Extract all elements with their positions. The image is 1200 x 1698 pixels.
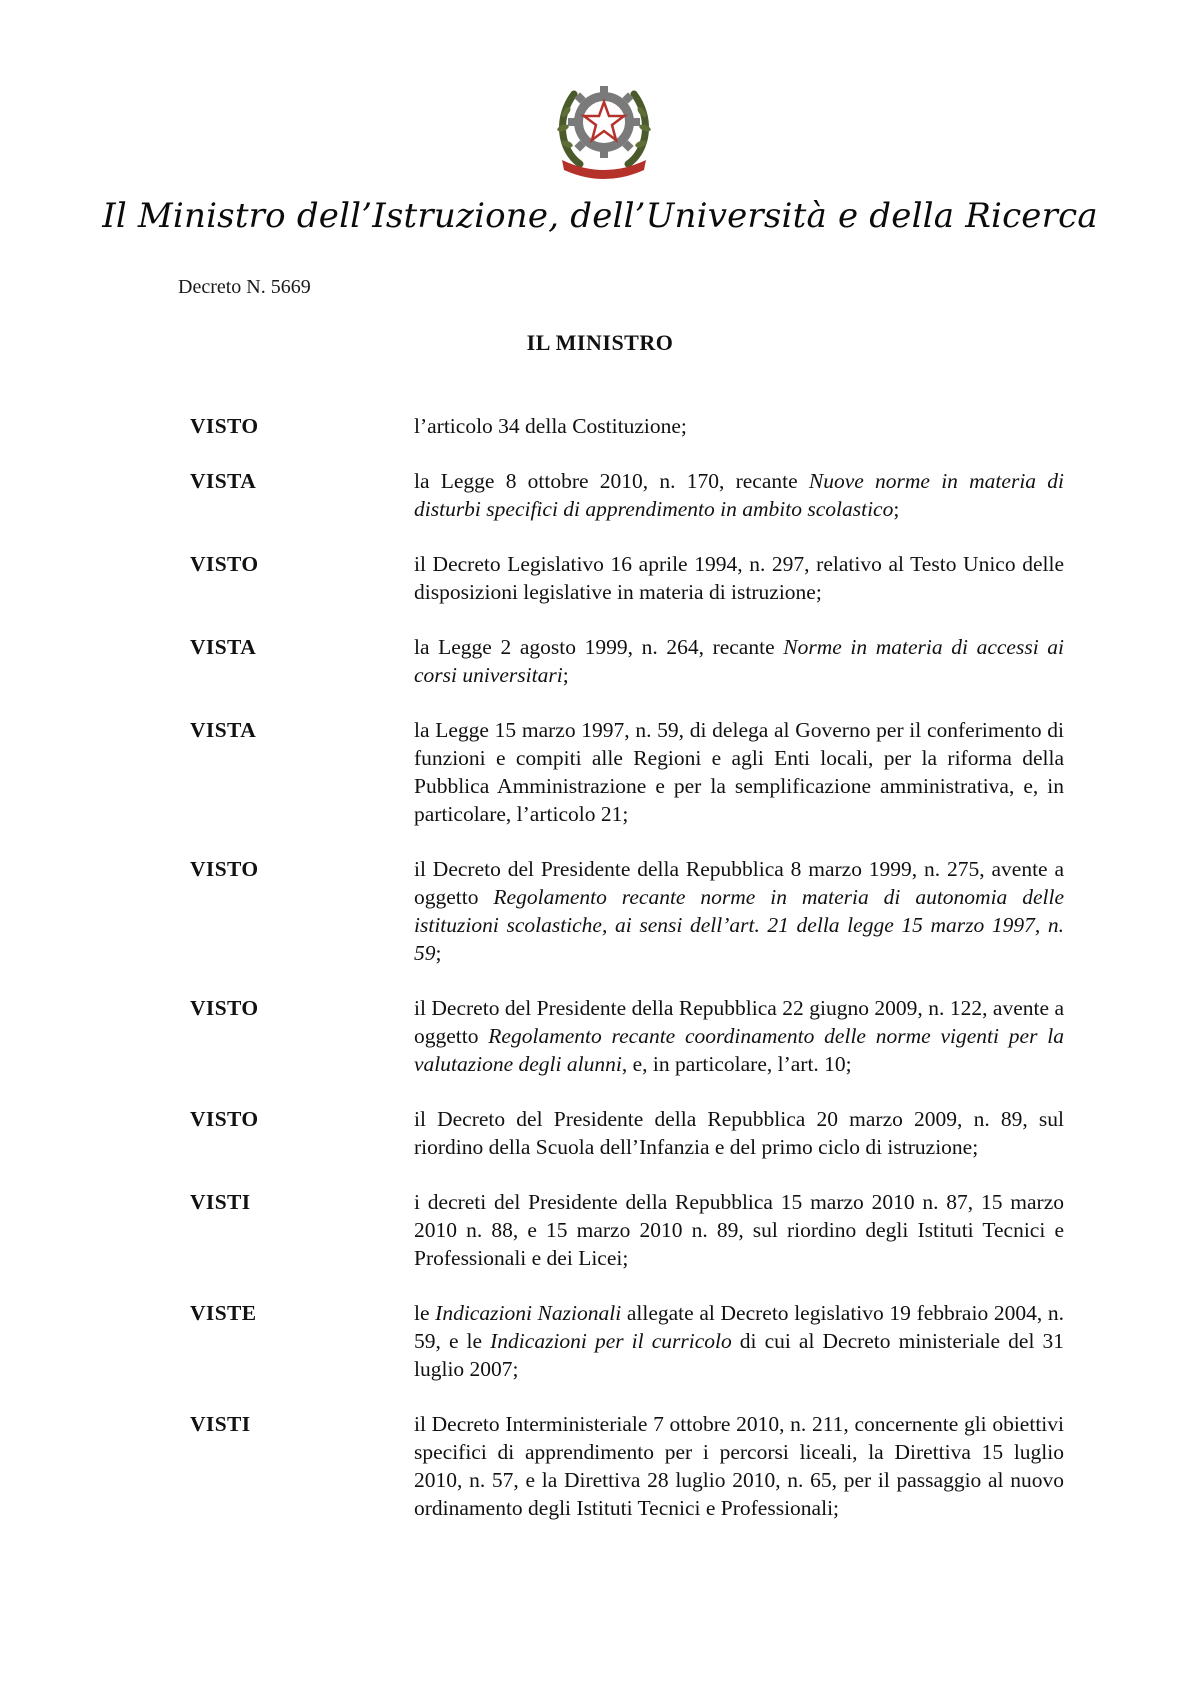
recital-row (190, 412, 1070, 440)
recital-row (190, 467, 1070, 523)
recital-text (414, 1188, 1064, 1272)
recital-text-part: il Decreto del Presidente della Repubblica 20 marzo 2009, n. 89, sul riordino della Scuola dell’Infanzia e del primo ciclo di istruzione; (414, 1107, 1064, 1159)
recital-row (190, 633, 1070, 689)
recital-text (414, 1105, 1064, 1161)
recital-row (190, 1105, 1070, 1161)
repubblica-italiana-emblem-icon (552, 72, 656, 184)
recital-text-part: la Legge 15 marzo 1997, n. 59, di delega al Governo per il conferimento di funzioni e compiti alle Regioni e agli Enti locali, per la riforma della Pubblica Amministrazione e per la semplificazione amministrativa, e, in particolare, l’articolo 21; (414, 718, 1064, 826)
recital-text-part: ; (435, 941, 442, 965)
recital-row (190, 550, 1070, 606)
recital-keyword: VISTI (190, 1190, 251, 1214)
recital-text-part: il Decreto del Presidente della Repubblica 22 giugno 2009, n. 122, avente a oggetto (414, 996, 1064, 1048)
recitals-list (190, 412, 1070, 1549)
recital-text-part: ; (893, 497, 900, 521)
recital-text (414, 412, 1064, 440)
recital-keyword: VISTA (190, 469, 257, 493)
recital-title-italic: Regolamento recante coordinamento delle norme vigenti per la valutazione degli alunni (414, 1024, 1064, 1076)
recital-title-italic: Indicazioni per il curricolo (490, 1329, 732, 1353)
recital-keyword: VISTO (190, 996, 259, 1020)
recital-title-italic: Nuove norme in materia di disturbi specifici di apprendimento in ambito scolastico (414, 469, 1064, 521)
recital-text (414, 716, 1064, 828)
recital-text-part: le (414, 1301, 436, 1325)
recital-text-part: di cui al Decreto ministeriale del 31 luglio 2007; (414, 1329, 1064, 1381)
recital-text-part: il Decreto Legislativo 16 aprile 1994, n. 297, relativo al Testo Unico delle disposizioni legislative in materia di istruzione; (414, 552, 1064, 604)
recital-title-italic: Regolamento recante norme in materia di autonomia delle istituzioni scolastiche, ai sensi dell’art. 21 della legge 15 marzo 1997, n. 59 (414, 885, 1064, 965)
recital-keyword: VISTO (190, 414, 259, 438)
recital-text (414, 633, 1064, 689)
recital-text-part: il Decreto Interministeriale 7 ottobre 2010, n. 211, concernente gli obiettivi specifici di apprendimento per i percorsi liceali, la Direttiva 15 luglio 2010, n. 57, e la Direttiva 28 luglio 2010, n. 65, per il passaggio al nuovo ordinamento degli Istituti Tecnici e Professionali; (414, 1412, 1064, 1520)
recital-keyword: VISTI (190, 1412, 251, 1436)
recital-text-part: allegate al Decreto legislativo 19 febbraio 2004, n. 59, e le (414, 1301, 1064, 1353)
recital-keyword: VISTO (190, 857, 259, 881)
recital-keyword: VISTO (190, 1107, 259, 1131)
recital-keyword: VISTE (190, 1301, 257, 1325)
recital-text (414, 1410, 1064, 1522)
recital-keyword: VISTA (190, 718, 257, 742)
ministry-title: Il Ministro dell’Istruzione, dell’Università e della Ricerca (102, 196, 1098, 236)
recital-text (414, 467, 1064, 523)
recital-row (190, 1188, 1070, 1272)
decree-number: Decreto N. 5669 (178, 276, 311, 298)
recital-text (414, 550, 1064, 606)
recital-text-part: la Legge 2 agosto 1999, n. 264, recante (414, 635, 784, 659)
recital-row (190, 1299, 1070, 1383)
recital-text (414, 1299, 1064, 1383)
recital-text (414, 855, 1064, 967)
recital-text-part: la Legge 8 ottobre 2010, n. 170, recante (414, 469, 809, 493)
recital-text-part: l’articolo 34 della Costituzione; (414, 414, 687, 438)
recital-keyword: VISTA (190, 635, 257, 659)
recital-text-part: i decreti del Presidente della Repubblica 15 marzo 2010 n. 87, 15 marzo 2010 n. 88, e 15 marzo 2010 n. 89, sul riordino degli Istituti Tecnici e Professionali e dei Licei; (414, 1190, 1064, 1270)
recital-text-part: ; (562, 663, 569, 687)
recital-title-italic: Indicazioni Nazionali (435, 1301, 622, 1325)
recital-text-part: il Decreto del Presidente della Repubblica 8 marzo 1999, n. 275, avente a oggetto (414, 857, 1064, 909)
recital-title-italic: Norme in materia di accessi ai corsi universitari (414, 635, 1065, 687)
recital-row (190, 994, 1070, 1078)
recital-row (190, 1410, 1070, 1522)
recital-row (190, 855, 1070, 967)
recital-text (414, 994, 1064, 1078)
page-title: IL MINISTRO (526, 330, 674, 355)
recital-keyword: VISTO (190, 552, 259, 576)
recital-row (190, 716, 1070, 828)
recital-text-part: , e, in particolare, l’art. 10; (621, 1052, 852, 1076)
